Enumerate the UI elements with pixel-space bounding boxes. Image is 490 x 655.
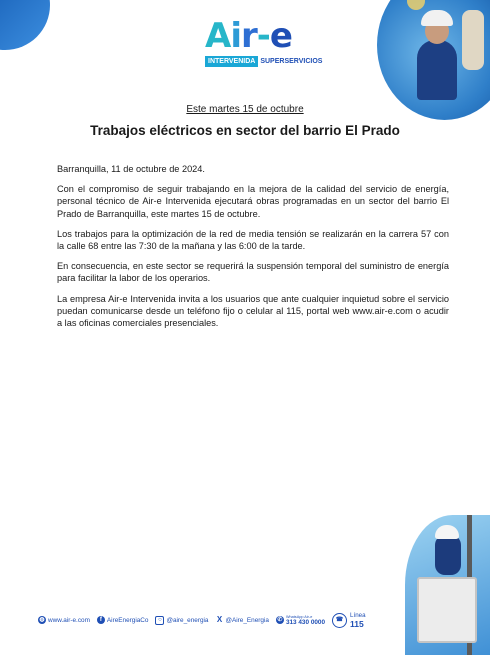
logo-band-right: SUPERSERVICIOS <box>260 58 323 65</box>
paragraph: Los trabajos para la optimización de la red de media tensión se realizarán en la carrera 57 con la calle 68 entre las 7:30 de la mañana y las 6:00 de la tarde. <box>57 228 449 252</box>
page-title: Trabajos eléctricos en sector del barrio El Prado <box>90 123 400 138</box>
footer-website[interactable]: ◍ www.air-e.com <box>39 616 90 624</box>
phone-line-icon: ☎ <box>332 613 347 628</box>
footer-whatsapp[interactable]: ✆ WhatsApp Air-e 313 430 0000 <box>277 614 326 626</box>
logo-wordmark: A i r - e <box>205 16 292 56</box>
footer-instagram[interactable]: ○ @aire_energia <box>155 616 208 625</box>
logo-band-left: INTERVENIDA <box>205 56 258 67</box>
footer-photo-lineman <box>405 515 490 655</box>
x-icon: X <box>216 615 223 624</box>
paragraph: Barranquilla, 11 de octubre de 2024. <box>57 164 205 174</box>
paragraph: La empresa Air-e Intervenida invita a los usuarios que ante cualquier inquietud sobre el servicio puedan comunicarse desde un teléfono fijo o celular al 115, portal web www.air-e.com o acudir a las oficinas comerciales presenciales. <box>57 293 449 329</box>
body-text <box>57 163 449 337</box>
header-photo-worker <box>377 0 490 120</box>
corner-decoration-top-left <box>0 0 50 50</box>
paragraph: En consecuencia, en este sector se requerirá la suspensión temporal del suministro de energía para facilitar la labor de los operarios. <box>57 261 449 284</box>
footer-facebook[interactable]: f AireEnergiaCo <box>97 616 149 624</box>
instagram-icon: ○ <box>155 616 164 625</box>
date-line: Este martes 15 de octubre <box>186 104 304 115</box>
footer-contacts <box>38 612 366 628</box>
air-e-logo <box>205 16 325 72</box>
paragraph: Con el compromiso de seguir trabajando en la mejora de la calidad del servicio de energía, personal técnico de Air-e Intervenida ejecutará obras programadas en un sector del barrio El Prado de Barranquilla, este martes 15 de octubre. <box>57 184 449 219</box>
globe-icon: ◍ <box>39 617 45 623</box>
whatsapp-icon: ✆ <box>277 617 283 623</box>
logo-band <box>205 56 325 67</box>
footer-line-115[interactable]: ☎ Línea 115 <box>332 612 365 628</box>
facebook-icon: f <box>97 616 105 624</box>
footer-x[interactable]: X @Aire_Energia <box>216 615 269 624</box>
